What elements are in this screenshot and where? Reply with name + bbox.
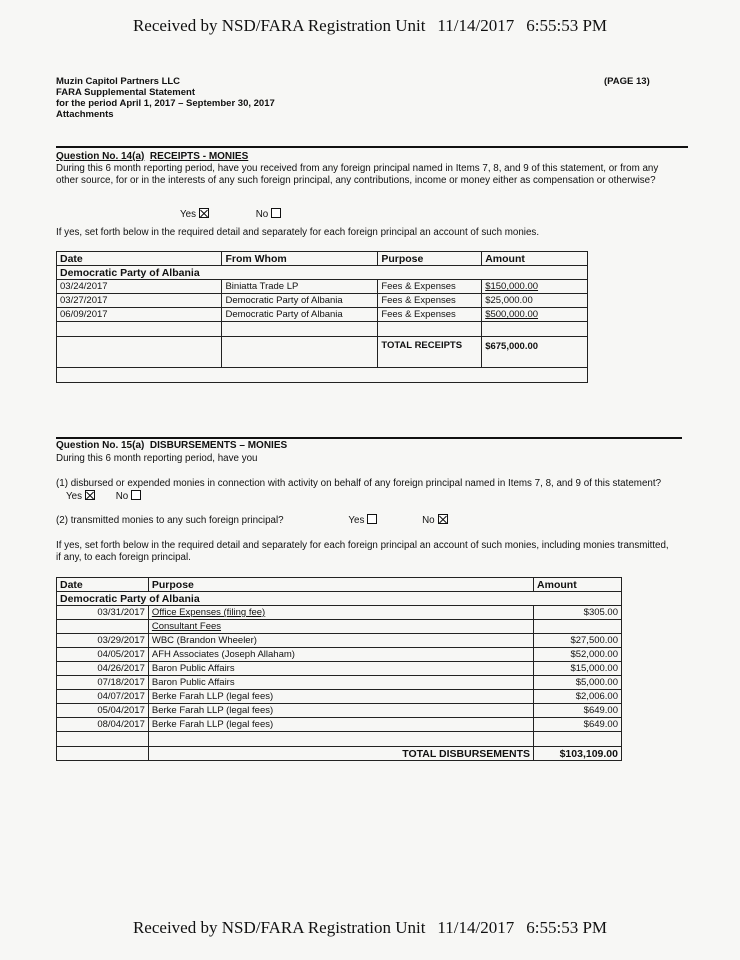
reporting-period: for the period April 1, 2017 – September 30, 2017 bbox=[56, 98, 275, 109]
disbursements-table bbox=[56, 577, 622, 761]
form-name: FARA Supplemental Statement bbox=[56, 87, 196, 98]
firm-name: Muzin Capitol Partners LLC bbox=[56, 76, 181, 87]
receipt-from: Democratic Party of Albania bbox=[222, 308, 378, 322]
disb-amount bbox=[534, 620, 622, 634]
disb-col-amount: Amount bbox=[534, 578, 622, 592]
stamp-date: 11/14/2017 bbox=[437, 16, 515, 35]
receipt-date: 06/09/2017 bbox=[57, 308, 222, 322]
receipts-principal: Democratic Party of Albania bbox=[57, 266, 588, 280]
disb-purpose: Office Expenses (filing fee) bbox=[148, 606, 533, 620]
table-row bbox=[57, 620, 622, 634]
disb-amount: $15,000.00 bbox=[534, 662, 622, 676]
table-row bbox=[57, 634, 622, 648]
disb-purpose: Berke Farah LLP (legal fees) bbox=[148, 718, 533, 732]
disb-total-label: TOTAL DISBURSEMENTS bbox=[148, 747, 533, 761]
receipt-date: 03/27/2017 bbox=[57, 294, 222, 308]
receipt-purpose: Fees & Expenses bbox=[378, 308, 482, 322]
disb-purpose: Baron Public Affairs bbox=[148, 676, 533, 690]
disb-date: 03/31/2017 bbox=[57, 606, 149, 620]
disb-total-amount: $103,109.00 bbox=[534, 747, 622, 761]
q15-item2-yes-label: Yes bbox=[348, 515, 365, 526]
q14-yes-checkbox[interactable] bbox=[199, 208, 209, 218]
q14-instruction: If yes, set forth below in the required detail and separately for each foreign principal an account of such monies. bbox=[56, 227, 540, 238]
q14-heading: RECEIPTS - MONIES bbox=[149, 151, 249, 162]
receipt-purpose: Fees & Expenses bbox=[378, 280, 482, 294]
disb-amount: $52,000.00 bbox=[534, 648, 622, 662]
q15-item1 bbox=[56, 478, 672, 503]
blank-row bbox=[57, 368, 588, 383]
receipts-group-row bbox=[57, 266, 588, 280]
disb-purpose: Baron Public Affairs bbox=[148, 662, 533, 676]
q15-heading: DISBURSEMENTS – MONIES bbox=[149, 440, 288, 451]
q15-item2-yes-checkbox[interactable] bbox=[367, 514, 377, 524]
q14-label: Question No. 14(a) bbox=[56, 151, 145, 162]
receipt-amount: $150,000.00 bbox=[482, 280, 588, 294]
receipts-col-purpose: Purpose bbox=[378, 252, 482, 266]
table-row bbox=[57, 648, 622, 662]
q15-item1-no-checkbox[interactable] bbox=[131, 490, 141, 500]
receipts-header-row bbox=[57, 252, 588, 266]
q14-title bbox=[56, 151, 248, 162]
table-row bbox=[57, 294, 588, 308]
q15-item2-no-checkbox[interactable] bbox=[438, 514, 448, 524]
disb-purpose: Berke Farah LLP (legal fees) bbox=[148, 690, 533, 704]
receipts-col-from: From Whom bbox=[222, 252, 378, 266]
blank-row bbox=[57, 732, 622, 747]
received-stamp-bottom bbox=[0, 918, 740, 938]
disb-amount: $649.00 bbox=[534, 718, 622, 732]
q15-item1-yes-checkbox[interactable] bbox=[85, 490, 95, 500]
receipts-col-amount: Amount bbox=[482, 252, 588, 266]
disb-group-row bbox=[57, 592, 622, 606]
q14-yes-label: Yes bbox=[180, 209, 196, 220]
divider-q15 bbox=[56, 437, 682, 439]
disb-purpose: WBC (Brandon Wheeler) bbox=[148, 634, 533, 648]
disb-date: 04/07/2017 bbox=[57, 690, 149, 704]
stamp-time: 6:55:53 PM bbox=[526, 918, 608, 937]
receipts-col-date: Date bbox=[57, 252, 222, 266]
table-row bbox=[57, 718, 622, 732]
disb-col-purpose: Purpose bbox=[148, 578, 533, 592]
disb-date: 04/05/2017 bbox=[57, 648, 149, 662]
disb-amount: $2,006.00 bbox=[534, 690, 622, 704]
disb-date bbox=[57, 620, 149, 634]
stamp-date: 11/14/2017 bbox=[437, 918, 515, 937]
receipts-table bbox=[56, 251, 588, 383]
receipt-amount: $500,000.00 bbox=[482, 308, 588, 322]
q15-title bbox=[56, 440, 287, 451]
disb-date: 03/29/2017 bbox=[57, 634, 149, 648]
disb-total-row bbox=[57, 747, 622, 761]
q15-item2-text: (2) transmitted monies to any such foreign principal? bbox=[56, 515, 284, 526]
divider-q14 bbox=[56, 146, 688, 148]
disb-purpose: Consultant Fees bbox=[148, 620, 533, 634]
receipt-purpose: Fees & Expenses bbox=[378, 294, 482, 308]
q15-item1-yes-label: Yes bbox=[66, 491, 82, 502]
q14-no-label: No bbox=[255, 209, 269, 220]
stamp-text: Received by NSD/FARA Registration Unit bbox=[132, 16, 426, 35]
received-stamp-top bbox=[0, 16, 740, 36]
table-row bbox=[57, 704, 622, 718]
table-row bbox=[57, 308, 588, 322]
disb-header-row bbox=[57, 578, 622, 592]
q14-question: During this 6 month reporting period, have you received from any foreign principal named in Items 7, 8, and 9 of this statement, or from any other source, for or in the interests of any such foreign principal, any contributions, income or money either as compensation or otherwise? bbox=[56, 163, 659, 186]
disb-amount: $27,500.00 bbox=[534, 634, 622, 648]
stamp-text: Received by NSD/FARA Registration Unit bbox=[132, 918, 426, 937]
receipt-from: Biniatta Trade LP bbox=[222, 280, 378, 294]
q15-item1-no-label: No bbox=[115, 491, 129, 502]
disb-date: 07/18/2017 bbox=[57, 676, 149, 690]
disb-amount: $649.00 bbox=[534, 704, 622, 718]
table-row bbox=[57, 606, 622, 620]
disb-date: 04/26/2017 bbox=[57, 662, 149, 676]
blank-row bbox=[57, 322, 588, 337]
table-row bbox=[57, 662, 622, 676]
q14-answer bbox=[180, 208, 380, 221]
document-header bbox=[56, 76, 275, 120]
receipt-date: 03/24/2017 bbox=[57, 280, 222, 294]
q15-item2-no-label: No bbox=[422, 515, 435, 526]
disb-amount: $5,000.00 bbox=[534, 676, 622, 690]
page-number: (PAGE 13) bbox=[604, 76, 650, 87]
disb-date: 08/04/2017 bbox=[57, 718, 149, 732]
q15-item1-text: (1) disbursed or expended monies in connection with activity on behalf of any foreign principal named in Items 7, 8, and 9 of this statement? bbox=[56, 478, 662, 489]
table-row bbox=[57, 676, 622, 690]
q15-label: Question No. 15(a) bbox=[56, 440, 145, 451]
receipt-from: Democratic Party of Albania bbox=[222, 294, 378, 308]
disb-principal: Democratic Party of Albania bbox=[57, 592, 622, 606]
q15-instruction: If yes, set forth below in the required detail and separately for each foreign principal an account of such monies, including monies transmitted, if any, to each foreign principal. bbox=[56, 540, 669, 563]
disb-purpose: Berke Farah LLP (legal fees) bbox=[148, 704, 533, 718]
receipts-total-row bbox=[57, 337, 588, 368]
receipts-total-amount: $675,000.00 bbox=[482, 337, 588, 368]
receipt-amount: $25,000.00 bbox=[482, 294, 588, 308]
disb-amount: $305.00 bbox=[534, 606, 622, 620]
stamp-time: 6:55:53 PM bbox=[526, 16, 608, 35]
disb-col-date: Date bbox=[57, 578, 149, 592]
section-name: Attachments bbox=[56, 109, 114, 120]
table-row bbox=[57, 690, 622, 704]
q15-item2 bbox=[56, 514, 676, 527]
q14-no-checkbox[interactable] bbox=[271, 208, 281, 218]
disb-date: 05/04/2017 bbox=[57, 704, 149, 718]
table-row bbox=[57, 280, 588, 294]
q15-intro: During this 6 month reporting period, have you bbox=[56, 453, 258, 464]
disb-purpose: AFH Associates (Joseph Allaham) bbox=[148, 648, 533, 662]
receipts-total-label: TOTAL RECEIPTS bbox=[378, 337, 482, 368]
